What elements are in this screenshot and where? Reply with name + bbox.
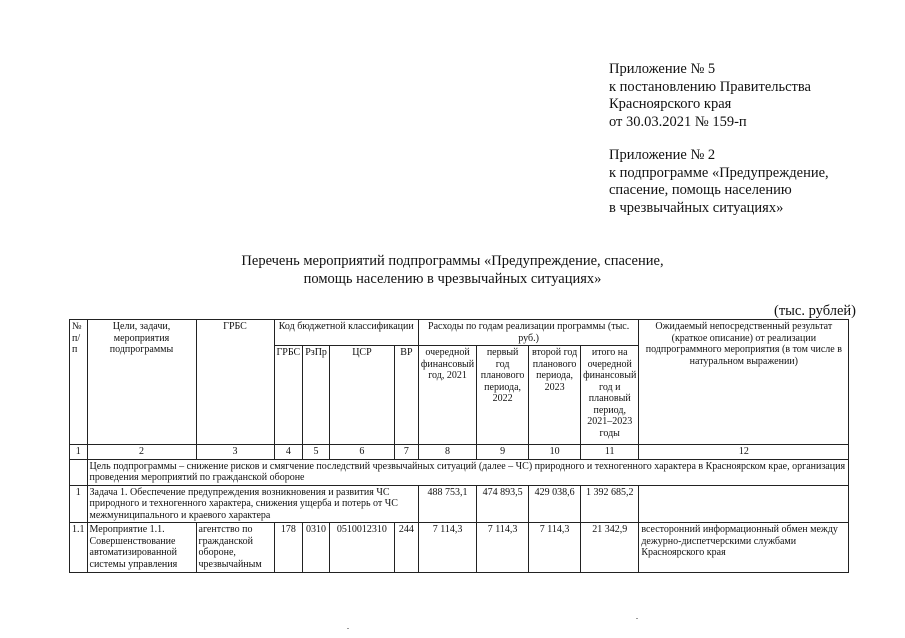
subheader-total: итого на очередной финансовый год и плановый период, 2021–2023 годы xyxy=(581,346,639,445)
column-number: 11 xyxy=(581,445,639,460)
title-line: Перечень мероприятий подпрограммы «Предупреждение, спасение, xyxy=(241,253,664,269)
activity-text: Мероприятие 1.1. Совершенствование автоматизированной системы управления xyxy=(87,523,196,573)
activities-table xyxy=(69,319,849,573)
activity-rzpr: 0310 xyxy=(303,523,330,573)
activity-result: всесторонний информационный обмен между дежурно-диспетчерскими службами Красноярского края xyxy=(639,523,849,573)
header-expected-result: Ожидаемый непосредственный результат (краткое описание) от реализации подпрограммного мероприятия (в том числе в натуральном выражении) xyxy=(639,320,849,445)
header1-line: Приложение № 5 xyxy=(609,61,716,77)
activity-num: 1.1 xyxy=(70,523,88,573)
header2-line: спасение, помощь населению xyxy=(609,182,792,198)
units-label: (тыс. рублей) xyxy=(774,303,856,319)
appendix-2-header xyxy=(609,147,829,217)
goal-row: Цель подпрограммы – снижение рисков и смягчение последствий чрезвычайных ситуаций (далее – ЧС) природного и техногенного характера в Красноярском крае, организация проведения мероприятий по гражданской обороне xyxy=(87,459,849,485)
header-goals: Цели, задачи, мероприятия подпрограммы xyxy=(87,320,196,445)
activity-year-2022: 7 114,3 xyxy=(477,523,529,573)
header1-line: от 30.03.2021 № 159-п xyxy=(609,113,747,130)
activity-csr: 0510012310 xyxy=(329,523,394,573)
header1-line: Красноярского края xyxy=(609,96,732,112)
subheader-vr: ВР xyxy=(394,346,418,445)
column-number: 6 xyxy=(329,445,394,460)
header-num: № п/п xyxy=(70,320,88,445)
task-year-2023: 429 038,6 xyxy=(529,485,581,523)
subheader-year-2022: первый год планового периода, 2022 xyxy=(477,346,529,445)
column-number: 5 xyxy=(303,445,330,460)
document-title xyxy=(0,252,905,288)
header1-line: к постановлению Правительства xyxy=(609,78,811,95)
header-expenses: Расходы по годам реализации программы (тыс. руб.) xyxy=(418,320,638,346)
column-number: 7 xyxy=(394,445,418,460)
activity-grbs: 178 xyxy=(274,523,303,573)
header2-line: в чрезвычайных ситуациях» xyxy=(609,199,784,216)
column-number: 2 xyxy=(87,445,196,460)
subheader-grbs: ГРБС xyxy=(274,346,303,445)
header-budget-code: Код бюджетной классификации xyxy=(274,320,418,346)
subheader-year-2023: второй год планового периода, 2023 xyxy=(529,346,581,445)
activity-grbs-text: агентство по гражданской обороне, чрезвычайным xyxy=(196,523,274,573)
activity-year-2021: 7 114,3 xyxy=(418,523,476,573)
task-year-2022: 474 893,5 xyxy=(477,485,529,523)
activity-vr: 244 xyxy=(394,523,418,573)
header2-line: к подпрограмме «Предупреждение, xyxy=(609,164,829,181)
appendix-5-header xyxy=(609,61,811,131)
column-number: 1 xyxy=(70,445,88,460)
subheader-csr: ЦСР xyxy=(329,346,394,445)
column-number: 10 xyxy=(529,445,581,460)
goal-num-cell xyxy=(70,459,88,485)
task-total: 1 392 685,2 xyxy=(581,485,639,523)
activity-year-2023: 7 114,3 xyxy=(529,523,581,573)
task-num: 1 xyxy=(70,485,88,523)
column-number: 9 xyxy=(477,445,529,460)
subheader-year-2021: очередной финансовый год, 2021 xyxy=(418,346,476,445)
task-year-2021: 488 753,1 xyxy=(418,485,476,523)
header-grbs: ГРБС xyxy=(196,320,274,445)
column-number: 8 xyxy=(418,445,476,460)
scan-speck xyxy=(347,628,349,629)
scan-speck xyxy=(636,618,638,619)
title-line: помощь населению в чрезвычайных ситуациях» xyxy=(303,271,602,287)
header2-line: Приложение № 2 xyxy=(609,147,716,163)
activity-total: 21 342,9 xyxy=(581,523,639,573)
task-result xyxy=(639,485,849,523)
column-number: 12 xyxy=(639,445,849,460)
subheader-rzpr: РзПр xyxy=(303,346,330,445)
column-number: 4 xyxy=(274,445,303,460)
task-text: Задача 1. Обеспечение предупреждения возникновения и развития ЧС природного и техногенного характера, снижения ущерба и потерь от ЧС межмуниципального и краевого характера xyxy=(87,485,418,523)
column-number: 3 xyxy=(196,445,274,460)
